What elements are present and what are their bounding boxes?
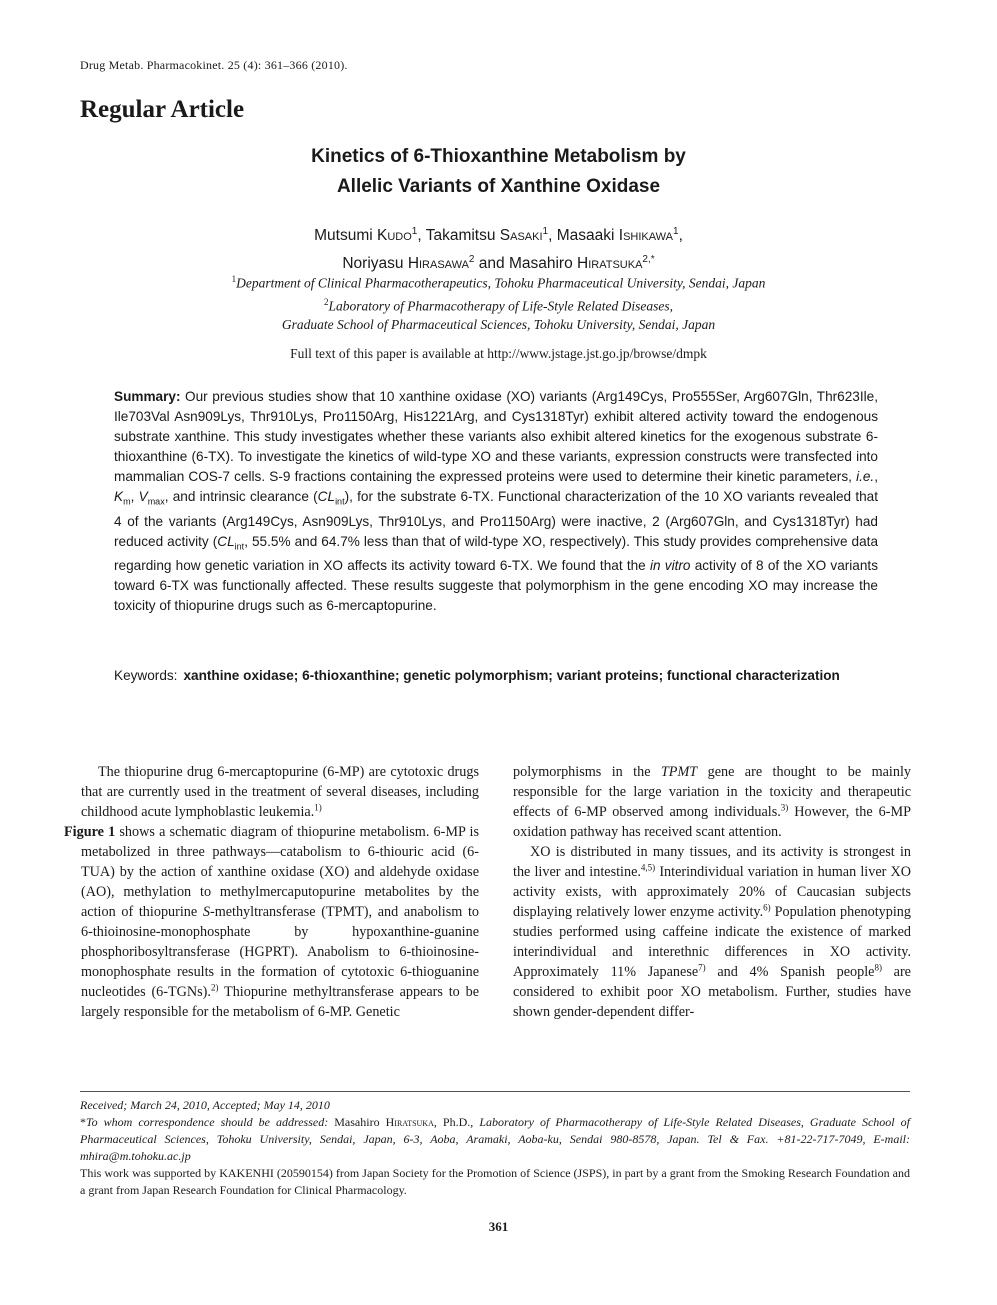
author-list	[80, 220, 917, 276]
footnotes	[80, 1097, 910, 1199]
body-italic: S	[202, 904, 210, 920]
author-surname: Ishikawa	[618, 227, 673, 245]
author-affil-mark: 1	[673, 226, 679, 237]
citation-ref: 7)	[698, 962, 706, 973]
citation-ref: 2)	[210, 982, 219, 993]
body-column-left	[64, 762, 479, 1022]
figure-ref: Figure 1	[64, 824, 116, 840]
article-type-heading: Regular Article	[80, 96, 245, 123]
author-name: Masaaki	[556, 227, 619, 245]
body-text: -methyltransferase (TPMT), and anabolism to 6-thioinosine-monophosphate by hypoxanthine-guanine phosphoribosyltransferase (HGPRT). Anabolism to 6-thioinosine-monophosphate results in the formation of cytotoxic 6-thioguanine nucleotides (6-TGNs).	[81, 904, 479, 1000]
body-text: shows a schematic diagram of thiopurine metabolism. 6-MP is metabolized in three pathways—catabolism to 6-thiouric acid (6-TUA) by the action of xanthine oxidase (XO) and aldehyde oxidase (AO), methylation to methylmercaputopurine metabolites by the action of thiopurine	[81, 824, 479, 920]
page-number: 361	[488, 1219, 509, 1234]
corr-degree: , Ph.D.,	[433, 1115, 480, 1129]
citation-ref: 4,5)	[640, 862, 656, 873]
correspondence	[80, 1114, 910, 1165]
param-k-sub: m	[123, 496, 131, 507]
author-name: Noriyasu	[342, 255, 408, 273]
summary-abstract: Summary: Our previous studies show that 10 xanthine oxidase (XO) variants (Arg149Cys, Pro555Ser, Arg607Gln, Thr623Ile, Ile703Val Asn909Lys, Thr910Lys, Pro1150Arg, His1221Arg, and Cys1318Tyr) exhibit altered activity toward the endogenous substrate xanthine. This study investigates whether these variants also exhibit altered kinetics for the exogenous substrate 6-thioxanthine (6-TX). To investigate the kinetics of wild-type XO and these variants, expression constructs were transfected into mammalian COS-7 cells. S-9 fractions containing the expressed proteins were used to determine their kinetic parameters, i.e., $K_m$, $V_{max}$, and intrinsic clearance $(CL_{int})$, for the substrate 6-TX. Functional characterization of the 10 XO variants revealed that 4 of the variants (Arg149Cys, Asn909Lys, Thr910Lys, and Pro1150Arg) were inactive, 2 (Arg607Gln, and Cys1318Tyr) had reduced activity ($CL_{int}$, 55.5% and 64.7% less than that of wild-type XO, respectively). This study provides comprehensive data regarding how genetic variation in XO affects its activity toward 6-TX. We found that the in vitro activity of 8 of the XO variants toward 6-TX was functionally affected. These results suggeste that polymorphism in the gene encoding XO may increase the toxicity of thiopurine drugs such as 6-mercaptopurine.	[114, 389, 879, 614]
param-cl: CL	[317, 489, 336, 504]
body-text: XO is distributed in many tissues, and its activity is strongest in the liver and intestine.	[513, 844, 911, 880]
summary-text: , and intrinsic clearance (	[164, 489, 318, 504]
corr-surname: Hiratsuka	[385, 1115, 434, 1129]
author-surname: Sasaki	[499, 227, 543, 245]
author-affil-mark: 2	[468, 254, 475, 266]
body-text: However, the 6-MP oxidation pathway has received scant attention.	[513, 804, 911, 840]
author-name: Mutsumi	[314, 227, 377, 245]
affiliation-2-cont: Graduate School of Pharmaceutical Sciences, Tohoku University, Sendai, Japan	[281, 317, 716, 332]
citation-ref: 3)	[780, 802, 789, 813]
footnote-divider	[80, 1091, 910, 1092]
keywords-label: Keywords:	[114, 668, 178, 683]
summary-in-vitro: in vitro	[649, 558, 691, 574]
paragraph	[64, 762, 479, 1022]
funding-note: This work was supported by KAKENHI (20590154) from Japan Society for the Promotion of Science (JSPS), in part by a grant from the Smoking Research Foundation and a grant from Japan Research Foundation for Clinical Pharmacology.	[80, 1166, 910, 1197]
title-line-1: Kinetics of 6-Thioxanthine Metabolism by	[311, 146, 686, 167]
fulltext-availability: Full text of this paper is available at http://www.jstage.jst.go.jp/browse/dmpk	[290, 346, 707, 361]
journal-reference: Drug Metab. Pharmacokinet. 25 (4): 361–366 (2010).	[80, 58, 348, 72]
affiliation-2	[80, 293, 917, 316]
corr-intro: To whom correspondence should be addressed:	[86, 1115, 335, 1129]
corr-name: Masahiro	[334, 1115, 386, 1129]
affiliation-1	[80, 270, 917, 293]
gene-name: TPMT	[660, 764, 698, 780]
summary-ie: i.e.	[856, 469, 875, 484]
summary-label: Summary:	[114, 389, 181, 404]
body-text: gene are thought to be mainly responsible for the large variation in the toxicity and therapeutic effects of 6-MP observed among individuals.	[513, 764, 911, 820]
body-column-right	[513, 762, 911, 1022]
paragraph	[513, 762, 911, 842]
param-cl: CL	[217, 533, 235, 549]
body-text: Population phenotyping studies performed using caffeine indicate the existence of marked interindividual and interethnic differences in XO activity. Approximately 11% Japanese	[513, 904, 911, 980]
summary-text: , 55.5% and 64.7% less than that of wild-type XO, respectively). This study provides comprehensive data regarding how genetic variation in XO affects its activity toward 6-TX. We found that the	[114, 533, 879, 574]
body-text: are considered to exhibit poor XO metabolism. Further, studies have shown gender-dependent differ-	[513, 964, 911, 1020]
author-name: Masahiro	[508, 255, 578, 273]
body-text: Interindividual variation in human liver XO activity exists, with approximately 20% of Caucasian subjects displaying relatively lower enzyme activity.	[513, 864, 911, 920]
paragraph	[513, 842, 911, 1022]
body-text: Thiopurine methyltransferase appears to be largely responsible for the metabolism of 6-MP. Genetic	[81, 984, 479, 1020]
param-cl-sub: int	[234, 541, 245, 552]
affiliation-mark: 2	[323, 296, 329, 307]
body-text: polymorphisms in the	[513, 764, 661, 780]
affiliation-text: Laboratory of Pharmacotherapy of Life-Style Related Diseases,	[328, 298, 674, 313]
author-surname: Kudo	[377, 227, 412, 245]
param-cl-sub: int	[335, 496, 345, 507]
citation-ref: 6)	[763, 902, 771, 913]
affiliations	[80, 270, 917, 334]
received-text: Received; March 24, 2010, Accepted; May 14, 2010	[80, 1098, 330, 1112]
param-k: K	[114, 489, 124, 504]
author-surname: Hirasawa	[407, 255, 469, 273]
received-dates	[80, 1097, 910, 1114]
corr-star: *	[80, 1115, 86, 1129]
body-text: The thiopurine drug 6-mercaptopurine (6-MP) are cytotoxic drugs that are currently used in the treatment of several diseases, including childhood acute lymphoblastic leukemia.	[81, 764, 479, 820]
author-name: Takamitsu	[425, 227, 500, 245]
affiliation-text: Department of Clinical Pharmacotherapeutics, Tohoku Pharmaceutical University, Sendai, Japan	[236, 275, 766, 291]
affiliation-mark: 1	[231, 274, 237, 284]
citation-ref: 8)	[874, 962, 882, 973]
authors-line-1: Mutsumi Kudo$^1$, Takamitsu Sasaki$^1$, Masaaki Ishikawa$^1$,	[314, 226, 683, 245]
body-text: and 4% Spanish people	[705, 964, 875, 980]
author-affil-mark: 2,*	[642, 254, 655, 266]
summary-text: activity of 8 of the XO variants toward 6-TX was functionally affected. These results suggeste that polymorphism in the gene encoding XO may increase the toxicity of thiopurine drugs such as 6-mercaptopurine.	[114, 558, 878, 614]
author-affil-mark: 1	[542, 226, 549, 237]
citation-ref: 1)	[314, 802, 322, 813]
summary-text: ), for the substrate 6-TX. Functional characterization of the 10 XO variants revealed that 4 of the variants (Arg149Cys, Asn909Lys, Thr910Lys, and Pro1150Arg) were inactive, 2 (Arg607Gln, and Cys1318Tyr) had reduced activity (	[114, 489, 878, 549]
author-affil-mark: 1	[411, 226, 418, 237]
summary-text: Our previous studies show that 10 xanthine oxidase (XO) variants (Arg149Cys, Pro555Ser, Arg607Gln, Thr623Ile, Ile703Val Asn909Lys, Thr910Lys, Pro1150Arg, His1221Arg, and Cys1318Tyr) exhibit altered activity toward the endogenous substrate xanthine. This study investigates whether these variants also exhibit altered kinetics for the exogenous substrate 6-thioxanthine (6-TX). To investigate the kinetics of wild-type XO and these variants, expression constructs were transfected into mammalian COS-7 cells. S-9 fractions containing the expressed proteins were used to determine their kinetic parameters,	[114, 389, 878, 484]
article-title	[80, 142, 917, 202]
title-line-2: Allelic Variants of Xanthine Oxidase	[336, 176, 661, 197]
param-v-sub: max	[147, 496, 165, 507]
author-surname: Hiratsuka	[577, 255, 643, 273]
keywords	[114, 666, 878, 686]
param-v: V	[138, 489, 148, 504]
author-conjunction: and	[474, 255, 509, 273]
keywords-list: xanthine oxidase; 6-thioxanthine; genetic polymorphism; variant proteins; functional characterization	[183, 668, 840, 683]
corr-address: Laboratory of Pharmacotherapy of Life-Style Related Diseases, Graduate School of Pharmaceutical Sciences, Tohoku University, Sendai, Japan, 6-3, Aoba, Aramaki, Aoba-ku, Sendai 980-8578, Japan. Tel & Fax. +81-22-717-7049, E-mail: mhira@m.tohoku.ac.jp	[80, 1115, 911, 1163]
